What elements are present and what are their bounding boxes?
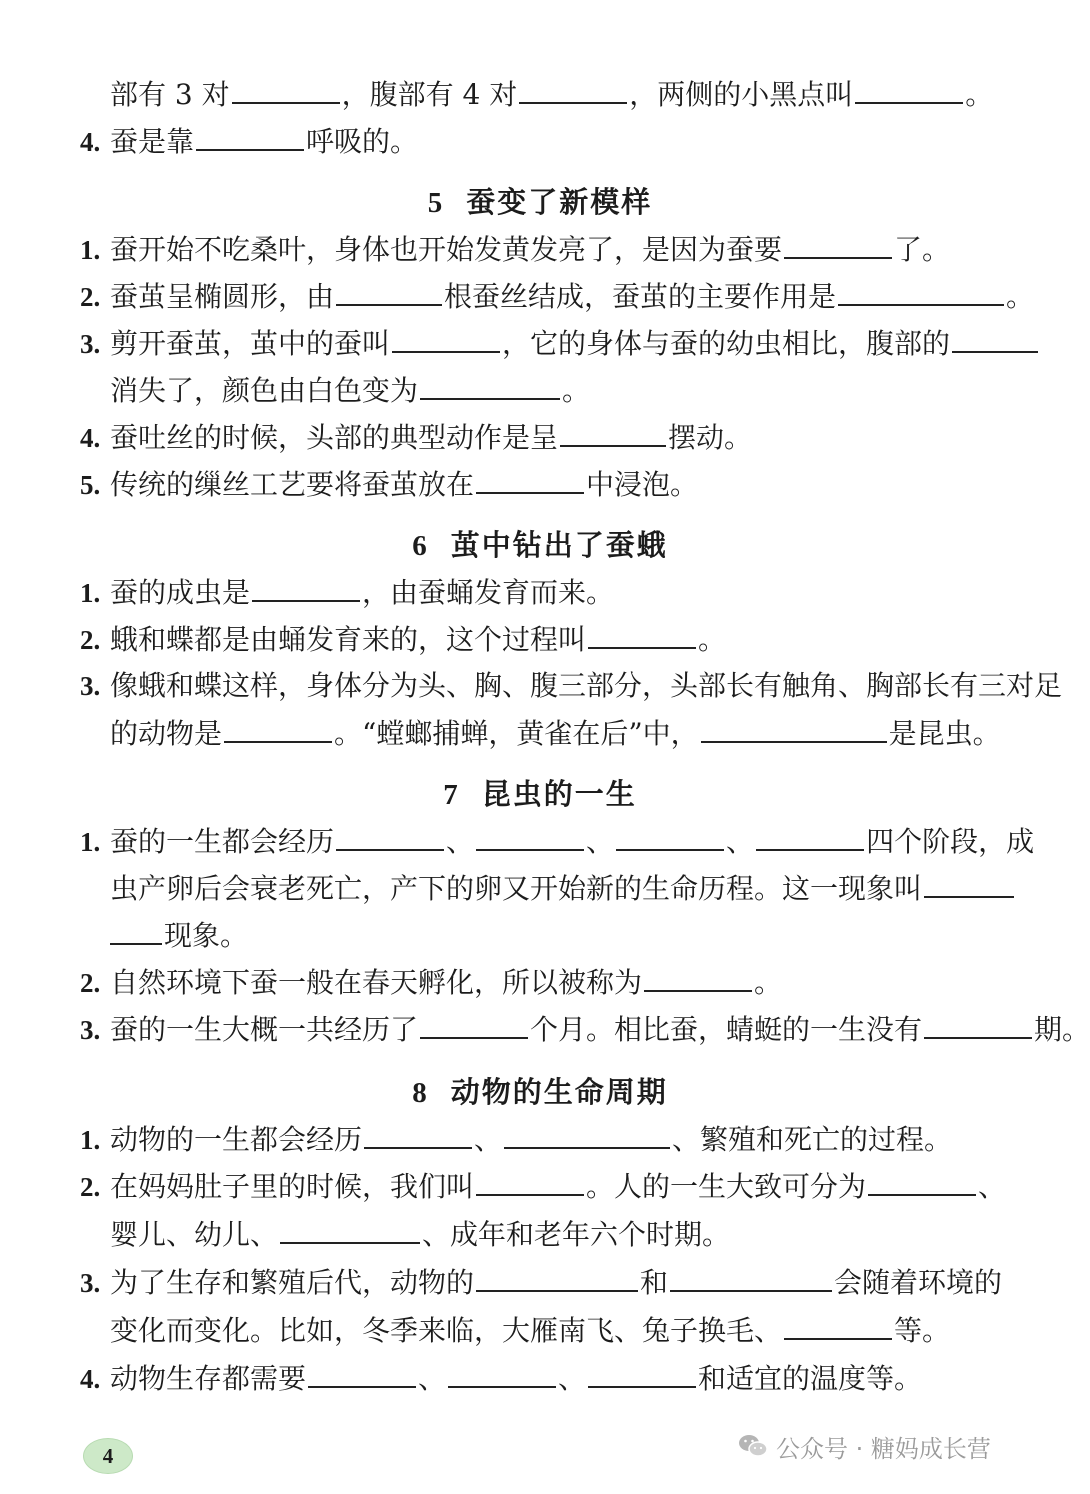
answer-blank[interactable]	[232, 74, 340, 104]
question-line: 的动物是 。“螳螂捕蝉，黄雀在后”中， 是昆虫。	[110, 713, 1001, 754]
question-3: 3. 像蛾和蝶这样，身体分为头、胸、腹三部分，头部长有触角、胸部长有三对足	[80, 669, 1063, 702]
question-line: 婴儿、幼儿、 、成年和老年六个时期。	[110, 1214, 730, 1255]
answer-blank[interactable]	[924, 868, 1014, 898]
answer-blank[interactable]	[420, 370, 560, 400]
answer-blank[interactable]	[448, 1358, 556, 1388]
question-4: 4. 蚕是靠 呼吸的。	[80, 121, 418, 162]
answer-blank[interactable]	[952, 323, 1038, 353]
answer-blank[interactable]	[252, 572, 360, 602]
question-2: 2. 在妈妈肚子里的时候，我们叫 。人的一生大致可分为 、	[80, 1166, 1006, 1207]
answer-blank[interactable]	[855, 74, 963, 104]
answer-blank[interactable]	[588, 1358, 696, 1388]
answer-blank[interactable]	[224, 713, 332, 743]
answer-blank[interactable]	[616, 821, 724, 851]
answer-blank[interactable]	[519, 74, 627, 104]
question-line: 虫产卵后会衰老死亡，产下的卵又开始新的生命历程。这一现象叫	[110, 868, 1016, 909]
question-5: 5. 传统的缫丝工艺要将蚕茧放在 中浸泡。	[80, 464, 698, 505]
question-1: 1. 蚕的一生都会经历 、 、 、 四个阶段，成	[80, 821, 1034, 862]
question-1: 1. 动物的一生都会经历 、 、繁殖和死亡的过程。	[80, 1119, 952, 1160]
section-heading-7: 7 昆虫的一生	[443, 777, 637, 811]
wechat-icon	[738, 1433, 768, 1459]
answer-blank[interactable]	[504, 1119, 670, 1149]
question-line: 消失了，颜色由白色变为 。	[110, 370, 590, 411]
watermark-text: 公众号 · 糖妈成长营	[776, 1434, 991, 1463]
answer-blank[interactable]	[924, 1009, 1032, 1039]
answer-blank[interactable]	[838, 276, 1004, 306]
question-4: 4. 动物生存都需要 、 、 和适宜的温度等。	[80, 1358, 922, 1399]
answer-blank[interactable]	[308, 1358, 416, 1388]
question-line: 变化而变化。比如，冬季来临，大雁南飞、兔子换毛、 等。	[110, 1310, 950, 1351]
question-3: 3. 蚕的一生大概一共经历了 个月。相比蚕，蜻蜓的一生没有 期。	[80, 1009, 1090, 1050]
section-heading-5: 5 蚕变了新模样	[427, 185, 653, 219]
answer-blank[interactable]	[476, 1262, 638, 1292]
answer-blank[interactable]	[280, 1214, 420, 1244]
answer-blank[interactable]	[364, 1119, 472, 1149]
watermark	[738, 1426, 991, 1466]
question-3: 3. 剪开蚕茧，茧中的蚕叫 ，它的身体与蚕的幼虫相比，腹部的	[80, 323, 1040, 364]
answer-blank[interactable]	[476, 464, 584, 494]
question-1: 1. 蚕开始不吃桑叶，身体也开始发黄发亮了，是因为蚕要 了。	[80, 229, 950, 270]
answer-blank[interactable]	[110, 915, 162, 945]
question-4: 4. 蚕吐丝的时候，头部的典型动作是呈 摆动。	[80, 417, 752, 458]
question-2: 2. 蛾和蝶都是由蛹发育来的，这个过程叫 。	[80, 619, 726, 660]
page-number: 4	[83, 1438, 133, 1474]
question-2: 2. 自然环境下蚕一般在春天孵化，所以被称为 。	[80, 962, 782, 1003]
answer-blank[interactable]	[868, 1166, 976, 1196]
section-heading-6: 6 茧中钻出了蚕蛾	[412, 528, 668, 562]
answer-blank[interactable]	[476, 821, 584, 851]
answer-blank[interactable]	[784, 229, 892, 259]
answer-blank[interactable]	[670, 1262, 832, 1292]
answer-blank[interactable]	[420, 1009, 528, 1039]
answer-blank[interactable]	[336, 821, 444, 851]
answer-blank[interactable]	[476, 1166, 584, 1196]
question-line: 现象。	[110, 915, 248, 956]
answer-blank[interactable]	[701, 713, 887, 743]
answer-blank[interactable]	[336, 276, 442, 306]
answer-blank[interactable]	[392, 323, 500, 353]
question-2: 2. 蚕茧呈椭圆形，由 根蚕丝结成，蚕茧的主要作用是 。	[80, 276, 1034, 317]
answer-blank[interactable]	[588, 619, 696, 649]
question-1: 1. 蚕的成虫是 ，由蚕蛹发育而来。	[80, 572, 614, 613]
section-heading-8: 8 动物的生命周期	[412, 1075, 668, 1109]
answer-blank[interactable]	[560, 417, 666, 447]
answer-blank[interactable]	[196, 121, 304, 151]
question-line: 部有 3 对 ，腹部有 4 对 ，两侧的小黑点叫 。	[110, 74, 993, 115]
answer-blank[interactable]	[756, 821, 864, 851]
answer-blank[interactable]	[644, 962, 752, 992]
question-3: 3. 为了生存和繁殖后代，动物的 和 会随着环境的	[80, 1262, 1002, 1303]
answer-blank[interactable]	[784, 1310, 892, 1340]
